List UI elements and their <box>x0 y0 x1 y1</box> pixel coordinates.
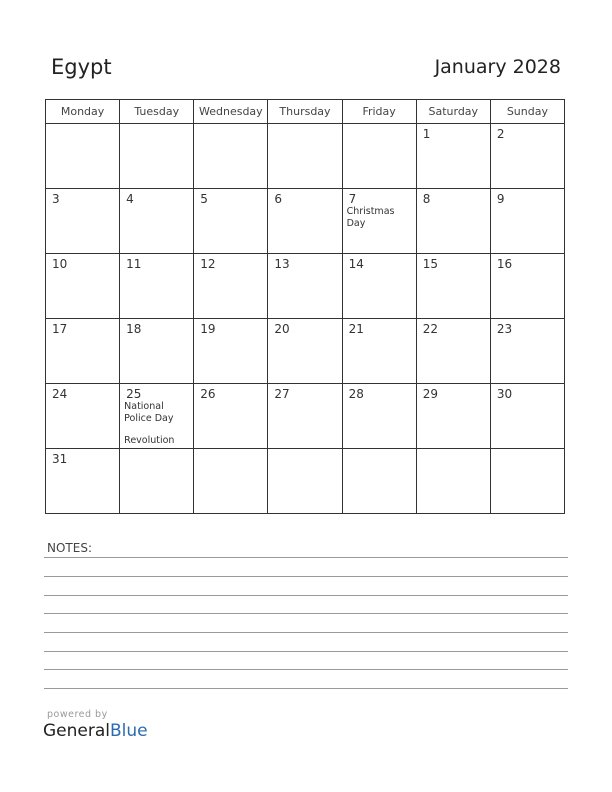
day-number: 13 <box>274 257 290 271</box>
day-number: 5 <box>200 192 208 206</box>
day-cell <box>194 189 268 254</box>
weekday-header: Monday <box>46 100 120 124</box>
day-cell <box>416 319 490 384</box>
day-cell <box>194 319 268 384</box>
day-number: 11 <box>126 257 142 271</box>
day-cell <box>416 254 490 319</box>
day-number: 16 <box>496 257 513 271</box>
weekday-header-row <box>46 100 565 124</box>
day-cell <box>416 449 490 514</box>
brand-general-text: General <box>43 721 110 741</box>
day-number: 18 <box>126 322 142 336</box>
day-number: 28 <box>348 387 364 401</box>
week-row <box>46 384 565 449</box>
weekday-header: Tuesday <box>120 100 194 124</box>
day-cell <box>268 449 342 514</box>
day-number: 1 <box>422 127 431 141</box>
week-row <box>46 319 565 384</box>
day-cell <box>46 254 120 319</box>
powered-by-text: powered by <box>47 709 108 720</box>
day-cell <box>268 254 342 319</box>
week-row <box>46 254 565 319</box>
day-cell <box>194 449 268 514</box>
day-cell <box>268 124 342 189</box>
day-number: 7 <box>348 192 357 206</box>
day-cell <box>46 449 120 514</box>
day-number: 14 <box>348 257 364 271</box>
notes-line <box>44 632 568 633</box>
brand-blue-text: Blue <box>110 721 148 741</box>
day-cell <box>46 189 120 254</box>
day-cell <box>342 189 416 254</box>
day-cell <box>490 384 564 449</box>
day-number: 20 <box>274 322 290 336</box>
week-row <box>46 189 565 254</box>
holiday-label: National Police Day <box>124 401 174 424</box>
week-row <box>46 124 565 189</box>
day-number: 26 <box>200 387 216 401</box>
month-title: January 2028 <box>434 56 561 78</box>
weekday-header: Thursday <box>268 100 342 124</box>
notes-line <box>44 651 568 652</box>
notes-line <box>44 669 568 670</box>
day-number: 27 <box>274 387 290 401</box>
notes-line <box>44 557 568 558</box>
holiday-label: Christmas Day <box>346 206 395 229</box>
day-cell <box>490 449 564 514</box>
day-number: 31 <box>52 452 68 466</box>
day-number: 9 <box>496 192 505 206</box>
day-number: 19 <box>200 322 216 336</box>
day-number: 3 <box>52 192 60 206</box>
day-number: 12 <box>200 257 216 271</box>
day-cell <box>268 189 342 254</box>
day-number: 6 <box>274 192 283 206</box>
day-number: 8 <box>422 192 431 206</box>
day-number: 30 <box>496 387 513 401</box>
day-cell <box>268 384 342 449</box>
day-cell <box>342 449 416 514</box>
calendar-grid <box>45 99 565 514</box>
generalblue-logo <box>43 721 148 741</box>
day-cell <box>490 189 564 254</box>
notes-line <box>44 688 568 689</box>
day-cell <box>46 124 120 189</box>
week-row <box>46 449 565 514</box>
day-cell <box>120 124 194 189</box>
day-cell <box>46 384 120 449</box>
day-number: 15 <box>422 257 438 271</box>
day-number: 17 <box>52 322 68 336</box>
day-cell <box>416 384 490 449</box>
day-cell <box>416 124 490 189</box>
day-cell <box>342 319 416 384</box>
day-cell <box>490 124 564 189</box>
day-cell <box>416 189 490 254</box>
day-cell <box>342 254 416 319</box>
day-cell <box>342 124 416 189</box>
notes-line <box>44 595 568 596</box>
weekday-header: Saturday <box>416 100 490 124</box>
day-cell <box>120 384 194 449</box>
day-cell <box>490 319 564 384</box>
day-cell <box>490 254 564 319</box>
notes-label: NOTES: <box>47 541 92 555</box>
weekday-header: Wednesday <box>194 100 268 124</box>
day-cell <box>194 254 268 319</box>
day-cell <box>120 319 194 384</box>
day-cell <box>46 319 120 384</box>
day-cell <box>120 189 194 254</box>
weekday-header: Sunday <box>490 100 564 124</box>
day-number: 4 <box>126 192 134 206</box>
day-number: 24 <box>52 387 68 401</box>
day-number: 10 <box>52 257 68 271</box>
day-number: 25 <box>126 387 142 401</box>
day-cell <box>194 384 268 449</box>
day-number: 22 <box>422 322 438 336</box>
weekday-header: Friday <box>342 100 416 124</box>
notes-line <box>44 576 568 577</box>
notes-line <box>44 613 568 614</box>
day-number: 21 <box>348 322 364 336</box>
day-cell <box>120 254 194 319</box>
holiday-label: Revolution <box>124 435 175 446</box>
day-number: 2 <box>496 127 505 141</box>
day-cell <box>120 449 194 514</box>
day-cell <box>268 319 342 384</box>
country-title: Egypt <box>51 55 112 79</box>
day-number: 23 <box>496 322 513 336</box>
day-cell <box>194 124 268 189</box>
day-cell <box>342 384 416 449</box>
day-number: 29 <box>422 387 438 401</box>
